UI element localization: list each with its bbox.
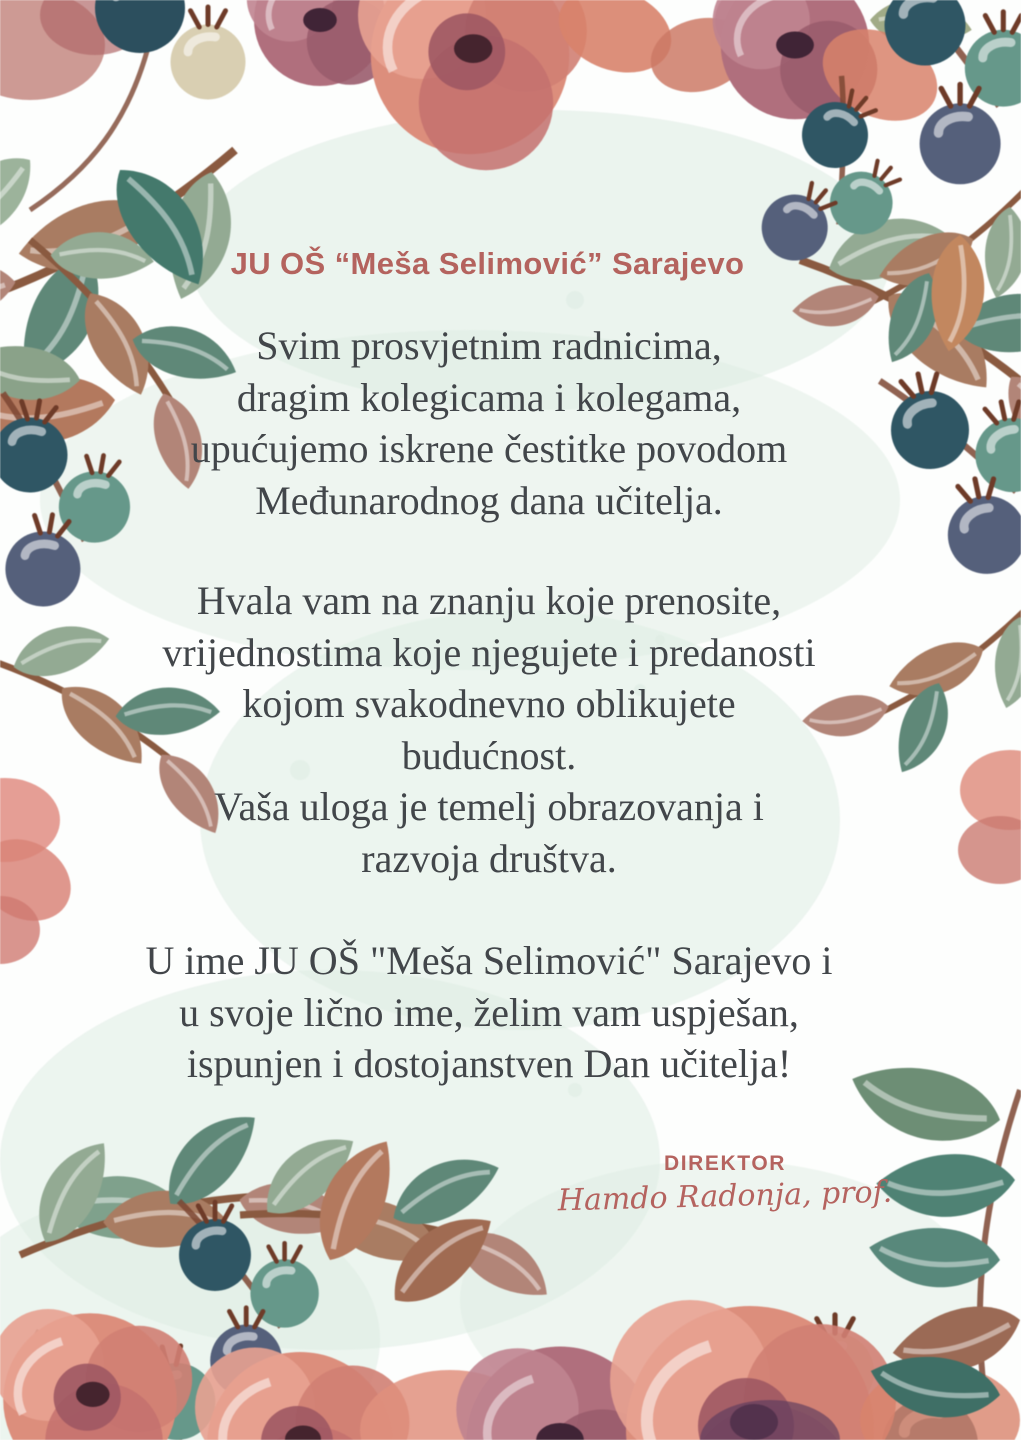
message-line: u svoje lično ime, želim vam uspješan,: [179, 989, 799, 1035]
message-line: Hvala vam na znanju koje prenosite,: [196, 578, 782, 623]
message-line: ispunjen i dostojanstven Dan učitelja!: [186, 1041, 792, 1086]
message-line: budućnost.: [401, 732, 577, 778]
school-name: JU OŠ “Meša Selimović” Sarajevo: [230, 245, 745, 281]
message-line: razvoja društva.: [361, 835, 617, 881]
message-line: Međunarodnog dana učitelja.: [255, 477, 723, 523]
director-title: DIREKTOR: [663, 1152, 787, 1175]
message-line: Vaša uloga je temelj obrazovanja i: [214, 784, 764, 829]
message-line: U ime JU OŠ "Meša Selimović" Sarajevo i: [145, 938, 833, 983]
message-line: dragim kolegicama i kolegama,: [236, 374, 742, 420]
message-line: kojom svakodnevno oblikujete: [242, 681, 736, 726]
message-line: Svim prosvjetnim radnicima,: [256, 323, 722, 368]
greeting-paragraph: [0, 320, 978, 526]
wishes-paragraph: [0, 935, 978, 1090]
message-line: upućujemo iskrene čestitke povodom: [190, 426, 788, 471]
signature-block: [540, 1152, 910, 1219]
director-name: Hamdo Radonja, prof.: [557, 1174, 893, 1219]
message-line: vrijednostima koje njegujete i predanosti: [162, 629, 816, 675]
gratitude-paragraph: [0, 575, 978, 884]
